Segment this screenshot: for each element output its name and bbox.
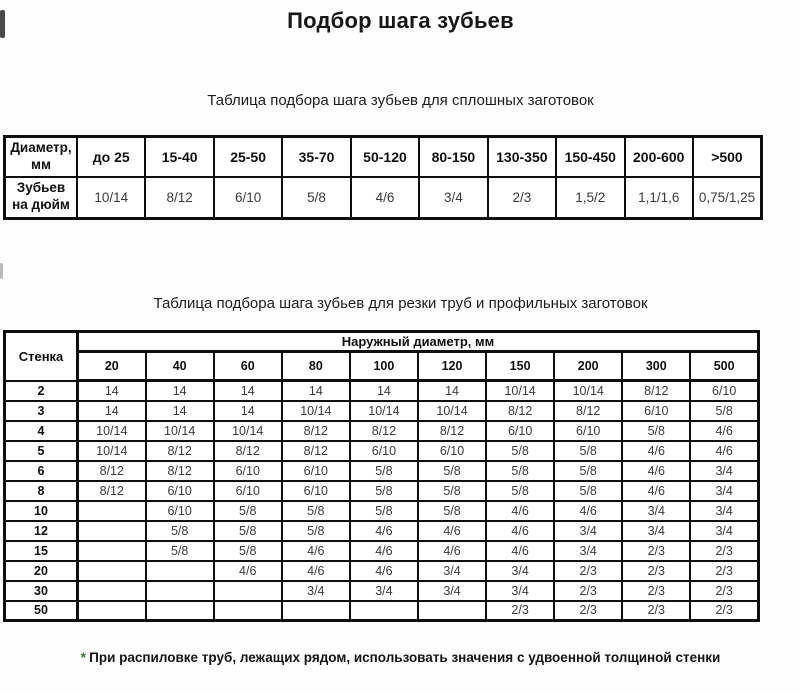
table2-value-cell: 4/6 — [690, 441, 758, 461]
table2-value-cell: 4/6 — [486, 521, 554, 541]
table1-value-cell: 5/8 — [282, 177, 350, 219]
table2-value-cell — [418, 601, 486, 621]
table2-value-cell: 2/3 — [554, 581, 622, 601]
table2-value-cell: 6/10 — [282, 481, 350, 501]
table2-value-cell: 4/6 — [350, 561, 418, 581]
table2-value-cell: 8/12 — [146, 441, 214, 461]
table2-value-cell: 4/6 — [282, 561, 350, 581]
table2-col-header: 150 — [486, 352, 554, 381]
table2-value-cell: 3/4 — [622, 501, 690, 521]
table2-value-cell: 14 — [214, 381, 282, 401]
table1-col-header: 130-350 — [488, 137, 556, 177]
table2-value-cell: 5/8 — [282, 521, 350, 541]
solid-workpiece-pitch-table — [3, 135, 763, 220]
table2-value-cell — [146, 601, 214, 621]
table2-value-cell: 8/12 — [282, 421, 350, 441]
table2-value-cell: 8/12 — [282, 441, 350, 461]
table1-value-cell: 1,1/1,6 — [625, 177, 693, 219]
table2-value-cell: 10/14 — [350, 401, 418, 421]
table2-value-cell: 10/14 — [214, 421, 282, 441]
table2-value-cell: 3/4 — [554, 521, 622, 541]
page-title: Подбор шага зубьев — [287, 8, 514, 33]
table2-value-cell: 14 — [78, 401, 146, 421]
table2-value-cell: 3/4 — [690, 521, 758, 541]
table2-row — [5, 561, 759, 581]
table2-value-cell: 10/14 — [282, 401, 350, 421]
table2-col-header: 200 — [554, 352, 622, 381]
table2-value-cell: 4/6 — [622, 461, 690, 481]
table2-value-cell: 5/8 — [622, 421, 690, 441]
table2-value-cell: 8/12 — [486, 401, 554, 421]
table2-body — [5, 381, 759, 621]
table2-value-cell: 4/6 — [418, 541, 486, 561]
table2-value-cell: 6/10 — [214, 481, 282, 501]
table2-row — [5, 501, 759, 521]
table2-row — [5, 481, 759, 501]
table1-col-header: >500 — [693, 137, 762, 177]
table2-row-label: 12 — [5, 521, 78, 541]
table2-value-cell: 4/6 — [214, 561, 282, 581]
table2-col-header: 20 — [78, 352, 146, 381]
table2-value-cell: 4/6 — [350, 521, 418, 541]
table2-row-label: 5 — [5, 441, 78, 461]
table2-value-cell: 10/14 — [78, 421, 146, 441]
table2-value-cell: 5/8 — [214, 501, 282, 521]
table2-value-cell: 8/12 — [146, 461, 214, 481]
table2-row — [5, 601, 759, 621]
table2-value-cell: 4/6 — [554, 501, 622, 521]
table1-value-cell: 2/3 — [488, 177, 556, 219]
table1-col-header: 150-450 — [556, 137, 624, 177]
table2-row-label: 50 — [5, 601, 78, 621]
table2-value-cell: 5/8 — [282, 501, 350, 521]
table2-value-cell: 14 — [350, 381, 418, 401]
table2-value-cell: 5/8 — [418, 501, 486, 521]
table2-value-cell: 2/3 — [554, 561, 622, 581]
table1-value-cell: 1,5/2 — [556, 177, 624, 219]
table2-value-cell: 14 — [78, 381, 146, 401]
table2-value-cell: 5/8 — [418, 481, 486, 501]
table2-value-cell: 14 — [418, 381, 486, 401]
table1-value-cell: 3/4 — [419, 177, 487, 219]
table1-col-header: 15-40 — [145, 137, 213, 177]
table2-value-cell: 10/14 — [78, 441, 146, 461]
table2-value-cell: 5/8 — [486, 441, 554, 461]
table1-caption: Таблица подбора шага зубьев для сплошных заготовок — [207, 92, 594, 109]
table2-value-cell: 3/4 — [486, 581, 554, 601]
table2-row — [5, 541, 759, 561]
table2-value-cell: 5/8 — [146, 541, 214, 561]
table2-row-label: 6 — [5, 461, 78, 481]
table2-row — [5, 581, 759, 601]
table2-value-cell: 5/8 — [554, 461, 622, 481]
table2-value-cell: 5/8 — [554, 441, 622, 461]
table2-value-cell: 8/12 — [350, 421, 418, 441]
table2-value-cell: 2/3 — [690, 581, 758, 601]
table2-value-cell: 2/3 — [622, 601, 690, 621]
table2-value-cell: 3/4 — [282, 581, 350, 601]
table2-row-label: 4 — [5, 421, 78, 441]
table2-col-header: 120 — [418, 352, 486, 381]
table2-value-cell: 8/12 — [78, 461, 146, 481]
table2-value-cell: 5/8 — [350, 481, 418, 501]
table2-outer-diameter-label: Наружный диаметр, мм — [78, 332, 759, 352]
table2-value-cell: 6/10 — [214, 461, 282, 481]
table2-value-cell: 6/10 — [554, 421, 622, 441]
table2-col-header: 60 — [214, 352, 282, 381]
table2-value-cell: 5/8 — [486, 481, 554, 501]
table2-value-cell: 3/4 — [622, 521, 690, 541]
table2-value-cell: 3/4 — [690, 501, 758, 521]
table1-col-header: 80-150 — [419, 137, 487, 177]
table2-value-cell: 8/12 — [214, 441, 282, 461]
table2-value-cell: 5/8 — [214, 521, 282, 541]
table2-col-header: 80 — [282, 352, 350, 381]
table2-value-cell: 5/8 — [350, 461, 418, 481]
table2-value-cell: 5/8 — [554, 481, 622, 501]
table2-value-cell: 2/3 — [622, 561, 690, 581]
table1-value-cell: 10/14 — [77, 177, 145, 219]
table2-wall-label: Стенка — [5, 332, 78, 381]
table2-value-cell: 6/10 — [146, 501, 214, 521]
table2-value-cell: 5/8 — [690, 401, 758, 421]
table2-col-header: 100 — [350, 352, 418, 381]
table2-value-cell: 4/6 — [486, 501, 554, 521]
table1-value-cell: 0,75/1,25 — [693, 177, 762, 219]
table2-value-cell: 10/14 — [486, 381, 554, 401]
table2-value-cell: 2/3 — [690, 541, 758, 561]
table2-value-cell: 14 — [282, 381, 350, 401]
table1-col-header: 50-120 — [351, 137, 419, 177]
table1-col-header: 200-600 — [625, 137, 693, 177]
table2-value-cell: 2/3 — [690, 561, 758, 581]
table2-row — [5, 441, 759, 461]
table2-value-cell — [146, 561, 214, 581]
table1-col-header: 35-70 — [282, 137, 350, 177]
table2-col-header: 40 — [146, 352, 214, 381]
table2-value-cell: 14 — [214, 401, 282, 421]
table2-row — [5, 421, 759, 441]
table2-value-cell — [78, 521, 146, 541]
footnote-asterisk: * — [80, 649, 87, 665]
table2-value-cell: 3/4 — [690, 461, 758, 481]
table2-value-cell: 4/6 — [418, 521, 486, 541]
table1-value-cell: 4/6 — [351, 177, 419, 219]
table2-value-cell: 3/4 — [350, 581, 418, 601]
table2-value-cell: 14 — [146, 401, 214, 421]
table2-row-label: 3 — [5, 401, 78, 421]
table2-row-label: 8 — [5, 481, 78, 501]
table2-span-header-row — [5, 332, 759, 352]
table2-value-cell: 8/12 — [554, 401, 622, 421]
table2-value-cell — [214, 581, 282, 601]
table2-value-cell: 2/3 — [486, 601, 554, 621]
table2-value-cell — [78, 581, 146, 601]
table2-value-cell: 6/10 — [486, 421, 554, 441]
table2-row-label: 2 — [5, 381, 78, 401]
table2-value-cell: 6/10 — [690, 381, 758, 401]
table2-value-cell: 4/6 — [282, 541, 350, 561]
table1-values-row — [5, 177, 762, 219]
table2-value-cell: 10/14 — [418, 401, 486, 421]
table1-header-row — [5, 137, 762, 177]
table2-col-header: 500 — [690, 352, 758, 381]
table2-value-cell: 14 — [146, 381, 214, 401]
table1-value-cell: 8/12 — [145, 177, 213, 219]
table2-value-cell — [78, 601, 146, 621]
table2-value-cell: 4/6 — [690, 421, 758, 441]
table2-value-cell: 4/6 — [486, 541, 554, 561]
table2-value-cell: 5/8 — [214, 541, 282, 561]
table1-col-header: 25-50 — [214, 137, 282, 177]
table2-row — [5, 401, 759, 421]
table2-row-label: 10 — [5, 501, 78, 521]
table1-tpi-label: Зубьев на дюйм — [5, 177, 78, 219]
table2-value-cell: 2/3 — [622, 581, 690, 601]
table2-value-cell: 2/3 — [690, 601, 758, 621]
table2-column-header-row — [5, 352, 759, 381]
table2-col-header: 300 — [622, 352, 690, 381]
table2-value-cell: 4/6 — [622, 441, 690, 461]
table1-col-header: до 25 — [77, 137, 145, 177]
table2-value-cell: 6/10 — [282, 461, 350, 481]
table2-caption: Таблица подбора шага зубьев для резки труб и профильных заготовок — [153, 295, 648, 312]
table2-value-cell: 3/4 — [418, 561, 486, 581]
table2-value-cell — [214, 601, 282, 621]
table2-value-cell: 5/8 — [146, 521, 214, 541]
pipe-profile-pitch-table — [3, 330, 760, 622]
table1-value-cell: 6/10 — [214, 177, 282, 219]
table2-value-cell: 3/4 — [554, 541, 622, 561]
table2-value-cell — [78, 501, 146, 521]
table2-value-cell — [146, 581, 214, 601]
table2-value-cell: 6/10 — [350, 441, 418, 461]
table2-value-cell: 2/3 — [622, 541, 690, 561]
table2-value-cell — [282, 601, 350, 621]
table2-value-cell: 8/12 — [622, 381, 690, 401]
table2-value-cell: 4/6 — [622, 481, 690, 501]
table2-row-label: 30 — [5, 581, 78, 601]
table2-row-label: 20 — [5, 561, 78, 581]
table2-value-cell: 10/14 — [554, 381, 622, 401]
table2-row — [5, 461, 759, 481]
table2-row — [5, 381, 759, 401]
table2-value-cell: 3/4 — [690, 481, 758, 501]
table2-value-cell: 2/3 — [554, 601, 622, 621]
table1-diameter-label: Диаметр, мм — [5, 137, 78, 177]
table2-value-cell: 8/12 — [418, 421, 486, 441]
table2-row-label: 15 — [5, 541, 78, 561]
table2-value-cell: 5/8 — [350, 501, 418, 521]
table2-value-cell: 6/10 — [622, 401, 690, 421]
table2-value-cell: 6/10 — [146, 481, 214, 501]
table2-value-cell: 3/4 — [486, 561, 554, 581]
scan-artifact-mark-2 — [0, 263, 3, 279]
footnote — [0, 649, 801, 665]
footnote-text: При распиловке труб, лежащих рядом, использовать значения с удвоенной толщиной стенки — [89, 650, 721, 665]
table2-value-cell — [78, 541, 146, 561]
table2-value-cell — [350, 601, 418, 621]
table2-value-cell — [78, 561, 146, 581]
table2-value-cell: 5/8 — [418, 461, 486, 481]
table2-value-cell: 5/8 — [486, 461, 554, 481]
table2-value-cell: 4/6 — [350, 541, 418, 561]
table2-value-cell: 3/4 — [418, 581, 486, 601]
table2-value-cell: 10/14 — [146, 421, 214, 441]
table2-row — [5, 521, 759, 541]
table2-value-cell: 6/10 — [418, 441, 486, 461]
table2-value-cell: 8/12 — [78, 481, 146, 501]
